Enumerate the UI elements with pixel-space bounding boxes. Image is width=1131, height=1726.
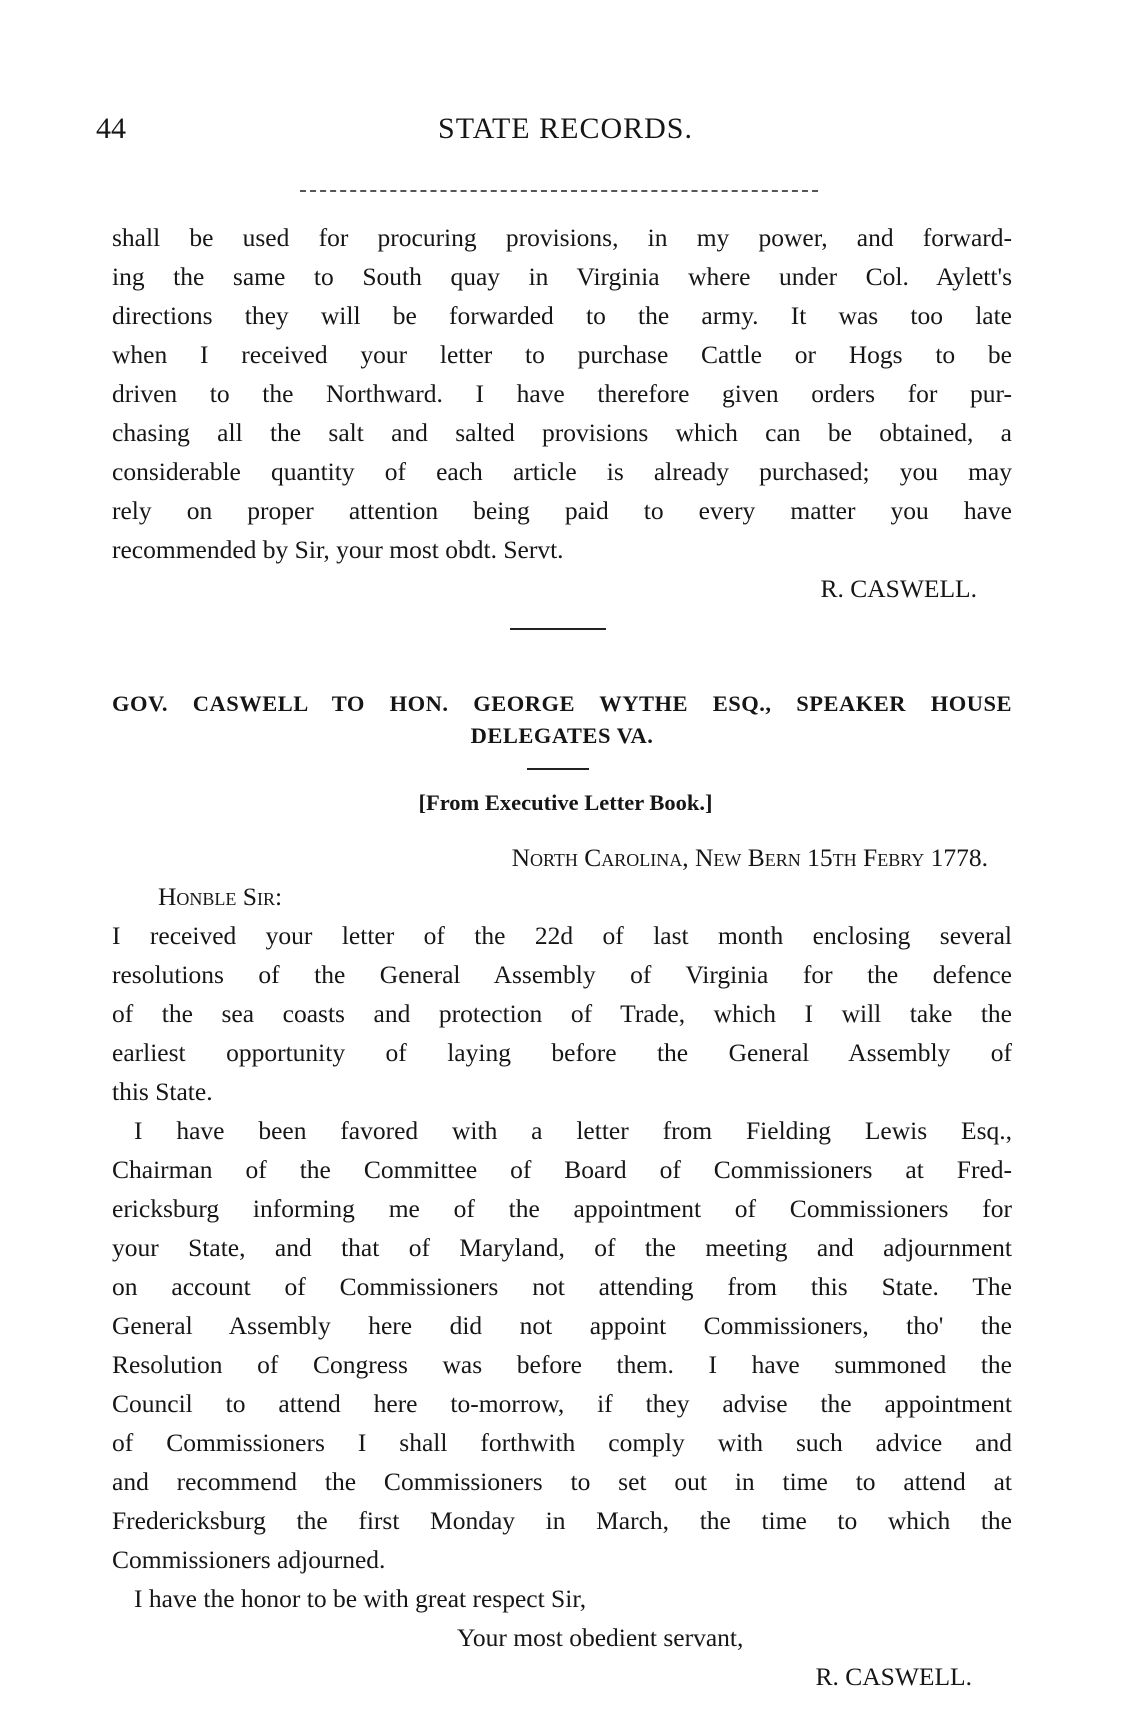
salutation-text: Honble Sir:: [158, 882, 283, 911]
running-title: STATE RECORDS.: [438, 112, 693, 145]
text-line: I have been favored with a letter from Fielding Lewis Esq.,: [134, 1116, 1012, 1145]
text-line: driven to the Northward. I have therefore given orders for pur-: [112, 379, 1012, 408]
letter-heading: [112, 688, 1012, 752]
text-line: resolutions of the General Assembly of Virginia for the defence: [112, 960, 1012, 989]
text-line: Chairman of the Committee of Board of Commissioners at Fred-: [112, 1155, 1012, 1184]
text-line: of the sea coasts and protection of Trade, which I will take the: [112, 999, 1012, 1028]
source-note: [From Executive Letter Book.]: [418, 790, 713, 815]
dateline-text: North Carolina, New Bern 15th Febry 1778.: [511, 843, 988, 872]
text-line: I have the honor to be with great respect Sir,: [134, 1584, 587, 1613]
text-line: rely on proper attention being paid to every matter you have: [112, 496, 1012, 525]
closing: Your most obedient servant,: [457, 1623, 744, 1652]
text-line: your State, and that of Maryland, of the meeting and adjournment: [112, 1233, 1012, 1262]
signature: R. CASWELL.: [815, 1662, 972, 1691]
text-line: earliest opportunity of laying before the General Assembly of: [112, 1038, 1012, 1067]
text-line: on account of Commissioners not attending from this State. The: [112, 1272, 1012, 1301]
text-line: recommended by Sir, your most obdt. Servt.: [112, 535, 564, 564]
text-line: this State.: [112, 1077, 213, 1106]
text-line: Commissioners adjourned.: [112, 1545, 386, 1574]
heading-line: GOV. CASWELL TO HON. GEORGE WYTHE ESQ., SPEAKER HOUSE: [112, 691, 1012, 716]
text-line: ing the same to South quay in Virginia where under Col. Aylett's: [112, 262, 1012, 291]
header-rule: [300, 190, 818, 192]
text-line: General Assembly here did not appoint Commissioners, tho' the: [112, 1311, 1012, 1340]
text-line: of Commissioners I shall forthwith comply with such advice and: [112, 1428, 1012, 1457]
text-line: ericksburg informing me of the appointment of Commissioners for: [112, 1194, 1012, 1223]
salutation: [112, 877, 1012, 916]
text-line: and recommend the Commissioners to set out in time to attend at: [112, 1467, 1012, 1496]
text-line: when I received your letter to purchase Cattle or Hogs to be: [112, 340, 1012, 369]
text-line: shall be used for procuring provisions, in my power, and forward-: [112, 223, 1012, 252]
first-letter-body: [112, 218, 1012, 608]
text-line: Council to attend here to-morrow, if they advise the appointment: [112, 1389, 1012, 1418]
second-letter-body: [112, 838, 1012, 1696]
section-rule: [510, 628, 606, 630]
page-number: 44: [96, 112, 126, 145]
signature: R. CASWELL.: [820, 574, 977, 603]
running-head: [0, 112, 1131, 152]
text-line: I received your letter of the 22d of last month enclosing several: [112, 921, 1012, 950]
text-line: considerable quantity of each article is already purchased; you may: [112, 457, 1012, 486]
heading-rule: [527, 768, 589, 770]
text-line: chasing all the salt and salted provisions which can be obtained, a: [112, 418, 1012, 447]
text-line: directions they will be forwarded to the army. It was too late: [112, 301, 1012, 330]
heading-line: DELEGATES VA.: [470, 723, 654, 748]
dateline: [112, 838, 1012, 877]
text-line: Fredericksburg the first Monday in March, the time to which the: [112, 1506, 1012, 1535]
text-line: Resolution of Congress was before them. I have summoned the: [112, 1350, 1012, 1379]
